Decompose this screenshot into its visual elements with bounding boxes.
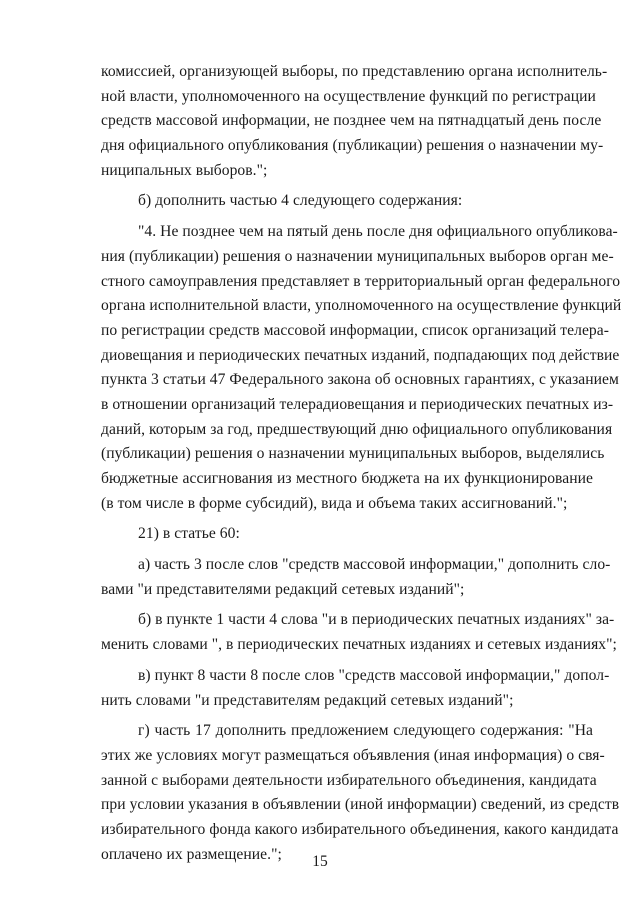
text-line: "4. Не позднее чем на пятый день после дня официального опубликова-: [138, 223, 618, 241]
text-line: занной с выборами деятельности избирательного объединения, кандидата: [101, 771, 597, 789]
document-body: [101, 60, 622, 867]
text-line: б) дополнить частью 4 следующего содержания:: [138, 192, 463, 210]
text-line: менить словами ", в периодических печатных изданиях и сетевых изданиях";: [101, 636, 617, 654]
text-line: г) часть 17 дополнить предложением следующего содержания: "На: [138, 722, 593, 740]
text-line: б) в пункте 1 части 4 слова "и в периодических печатных изданиях" за-: [138, 611, 615, 629]
text-line: а) часть 3 после слов "средств массовой информации," дополнить сло-: [138, 556, 611, 574]
text-line: даний, которым за год, предшествующий дню официального опубликования: [101, 420, 613, 438]
text-line: в) пункт 8 части 8 после слов "средств массовой информации," допол-: [138, 666, 610, 684]
text-line: 21) в статье 60:: [138, 525, 240, 543]
page-number: 15: [312, 853, 328, 870]
text-line: диовещания и периодических печатных изданий, подпадающих под действие: [101, 346, 620, 364]
text-line: органа исполнительной власти, уполномоченного на осуществление функций: [101, 297, 622, 315]
text-line: по регистрации средств массовой информации, список организаций телера-: [101, 321, 609, 339]
text-line: вами "и представителями редакций сетевых изданий";: [101, 580, 465, 598]
text-line: (в том числе в форме субсидий), вида и объема таких ассигнований.";: [101, 494, 568, 512]
text-line: при условии указания в объявлении (иной информации) сведений, из средств: [101, 796, 620, 814]
text-line: нить словами "и представителям редакций сетевых изданий";: [101, 691, 514, 709]
text-line: этих же условиях могут размещаться объявления (иная информация) о свя-: [101, 746, 605, 764]
text-line: ной власти, уполномоченного на осуществление функций по регистрации: [101, 87, 596, 105]
text-line: оплачено их размещение.";: [101, 845, 282, 863]
text-line: ния (публикации) решения о назначении муниципальных выборов орган ме-: [101, 247, 614, 265]
text-line: средств массовой информации, не позднее чем на пятнадцатый день после: [101, 112, 602, 130]
text-line: пункта 3 статьи 47 Федерального закона об основных гарантиях, с указанием: [101, 371, 619, 389]
text-line: ниципальных выборов.";: [101, 161, 268, 179]
text-line: избирательного фонда какого избирательного объединения, какого кандидата: [101, 820, 619, 838]
text-line: (публикации) решения о назначении муниципальных выборов, выделялись: [101, 445, 605, 463]
text-line: бюджетные ассигнования из местного бюджета на их функционирование: [101, 470, 593, 487]
text-line: комиссией, организующей выборы, по представлению органа исполнитель-: [101, 63, 608, 80]
text-line: в отношении организаций телерадиовещания и периодических печатных из-: [101, 395, 614, 413]
text-line: стного самоуправления представляет в территориальный орган федерального: [101, 272, 621, 290]
text-line: дня официального опубликования (публикации) решения о назначении му-: [101, 137, 604, 155]
